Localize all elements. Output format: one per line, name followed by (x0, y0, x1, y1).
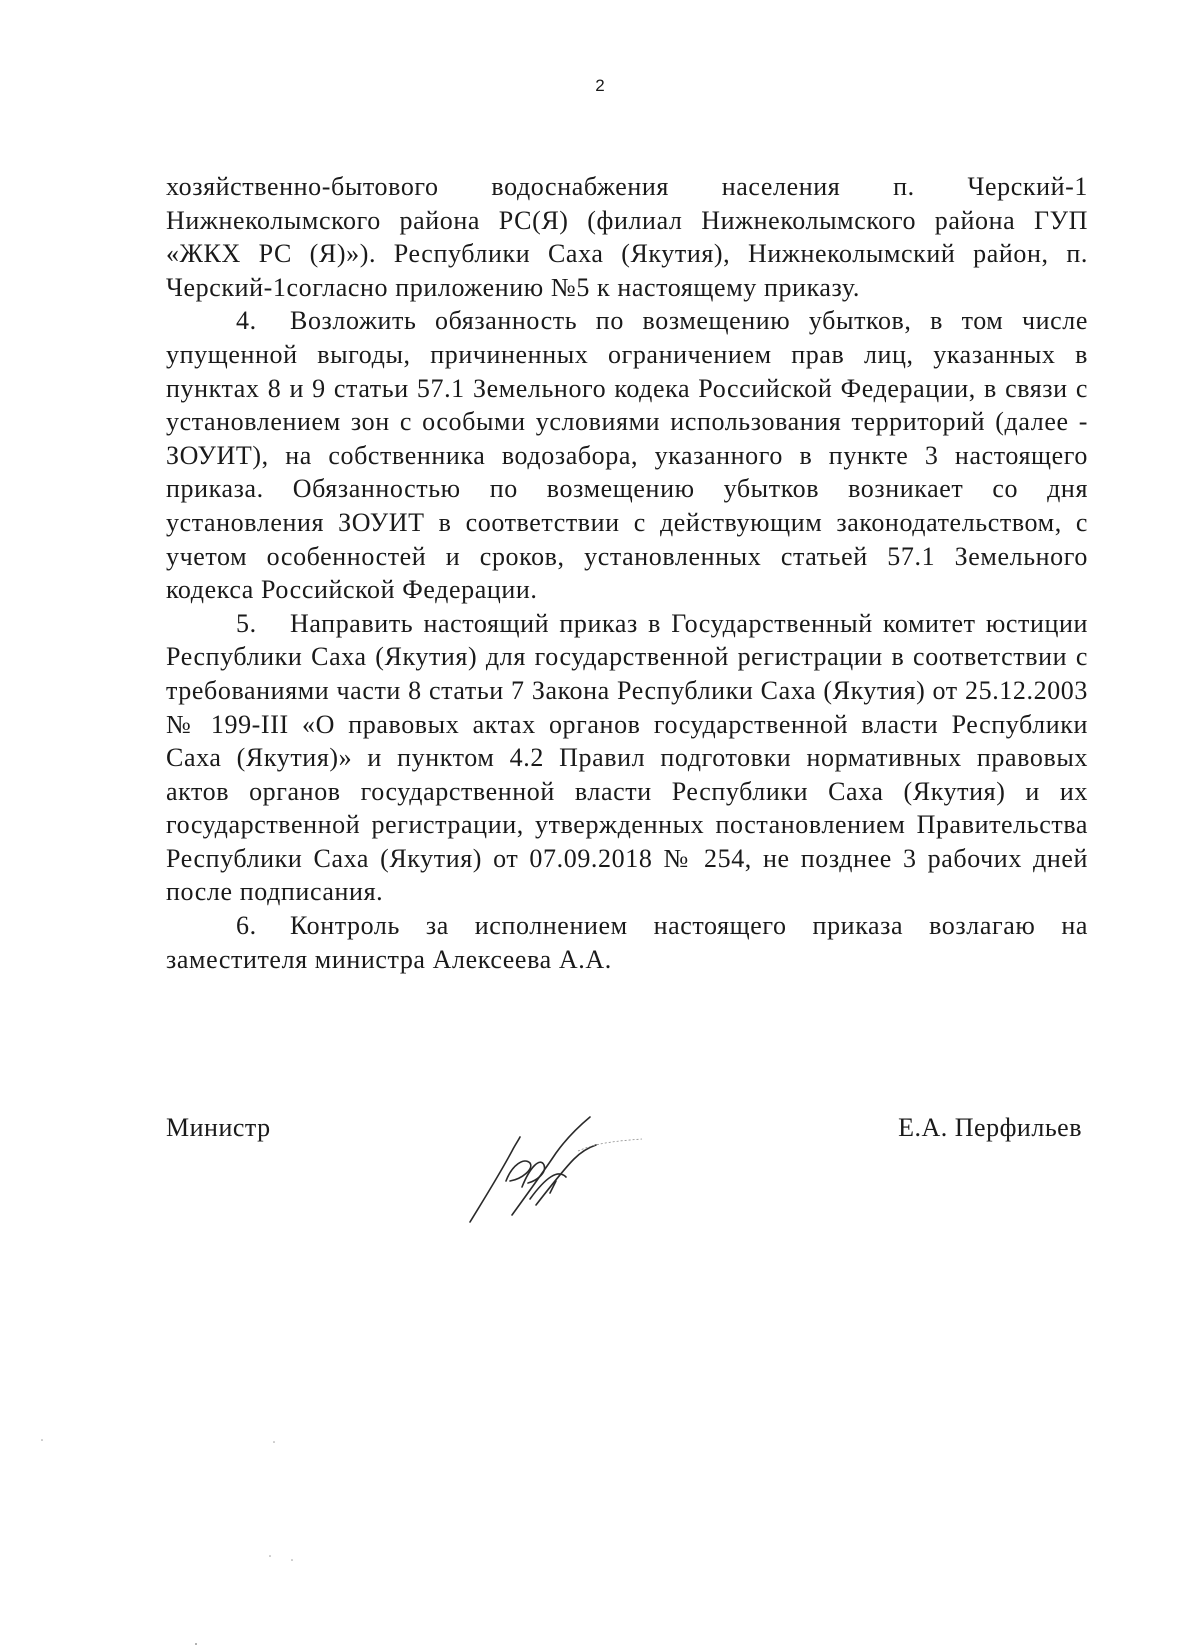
signatory-title: Министр (166, 1113, 271, 1142)
paragraph-item-4 (166, 304, 1088, 606)
item-number: 4. (236, 306, 257, 336)
handwritten-signature (466, 1107, 646, 1227)
signature-block (166, 1111, 1088, 1221)
item-number: 5. (236, 608, 257, 638)
paragraph-text: Направить настоящий приказ в Государственный комитет юстиции Республики Саха (Якутия) для государственной регистрации в соответствии с требованиями части 8 статьи 7 Закона Республики Саха (Якутия) от 25.12.2003 № 199-III «О правовых актах органов государственной власти Республики Саха (Якутия)» и пунктом 4.2 Правил подготовки нормативных правовых актов органов государственной власти Республики Саха (Якутия) и их государственной регистрации, утвержденных постановлением Правительства Республики Саха (Якутия) от 07.09.2018 № 254, не позднее 3 рабочих дней после подписания. (166, 608, 1088, 907)
signatory-name: Е.А. Перфильев (898, 1113, 1082, 1142)
item-number: 6. (236, 911, 257, 941)
paragraph-text: Возложить обязанность по возмещению убытков, в том числе упущенной выгоды, причиненных ограничением прав лиц, указанных в пунктах 8 и 9 статьи 57.1 Земельного кодека Российской Федерации, в связи с установлением зон с особыми условиями использования территорий (далее - ЗОУИТ), на собственника водозабора, указанного в пункте 3 настоящего приказа. Обязанностью по возмещению убытков возникает со дня установления ЗОУИТ в соответствии с действующим законодательством, с учетом особенностей и сроков, установленных статьей 57.1 Земельного кодекса Российской Федерации. (166, 306, 1088, 605)
paragraph-item-6 (166, 909, 1088, 976)
document-body (166, 170, 1088, 976)
page-number: 2 (595, 76, 605, 95)
paragraph-text: хозяйственно-бытового водоснабжения населения п. Черский-1 Нижнеколымского района РС(Я) (филиал Нижнеколымского района ГУП «ЖКХ РС (Я)»). Республики Саха (Якутия), Нижнеколымский район, п. Черский-1согласно приложению №5 к настоящему приказу. (166, 172, 1088, 302)
paragraph-item-5 (166, 607, 1088, 909)
paragraph-text: Контроль за исполнением настоящего приказа возлагаю на заместителя министра Алексеева А.А. (166, 911, 1088, 974)
paragraph-continuation (166, 170, 1088, 304)
